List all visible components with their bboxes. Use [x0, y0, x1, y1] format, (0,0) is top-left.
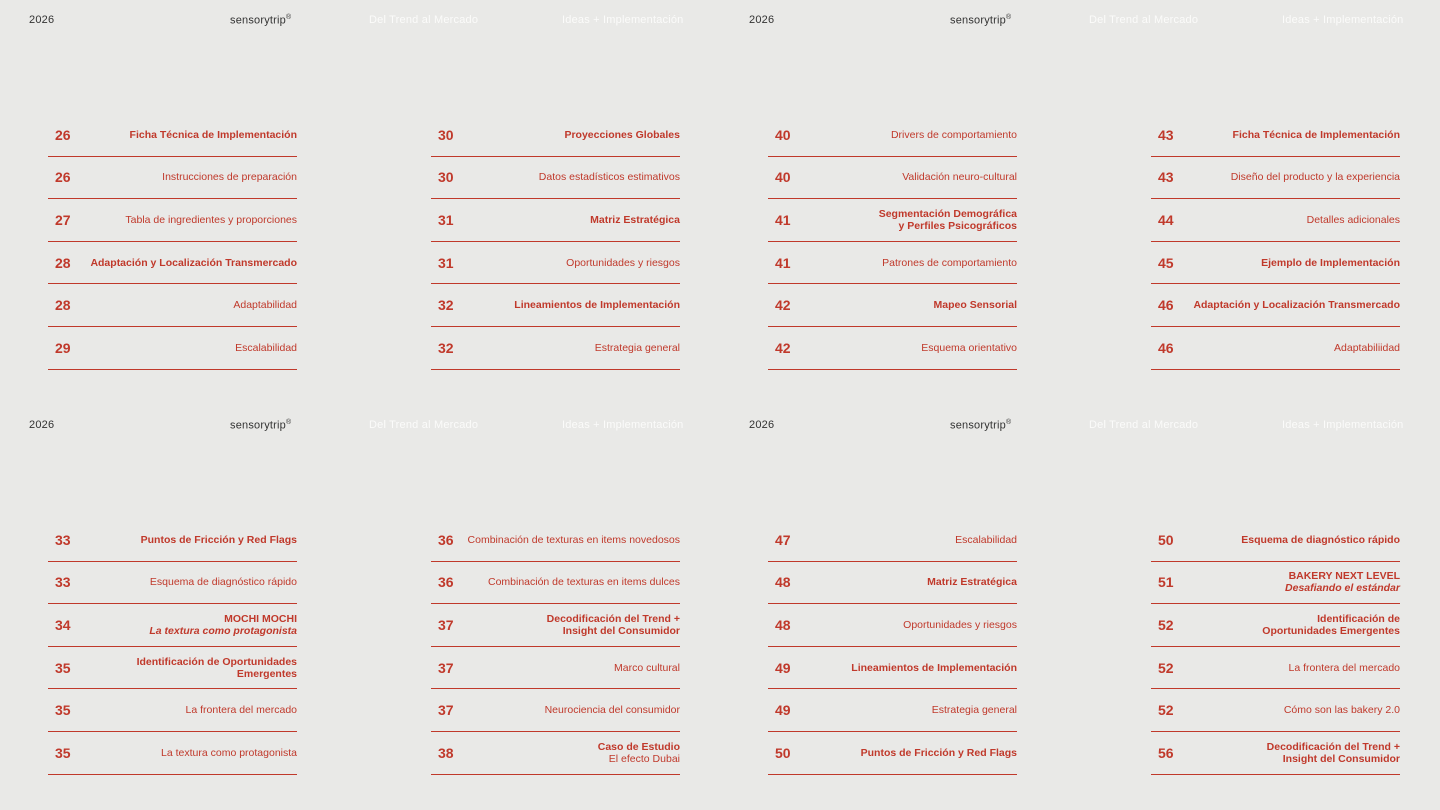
entry-subtitle: Insight del Consumidor [1282, 752, 1400, 765]
entry-title [235, 342, 297, 354]
toc-entry[interactable] [431, 519, 680, 562]
year-label [749, 14, 774, 26]
entry-title [514, 299, 680, 311]
entry-subtitle: y Perfiles Psicográficos [898, 219, 1017, 232]
page-number: 46 [1158, 339, 1174, 356]
entry-main-text: Estrategia general [594, 341, 680, 354]
entry-title [1307, 214, 1400, 226]
entry-main-text: Combinación de texturas en items dulces [487, 576, 680, 589]
tagline-trend [1089, 14, 1198, 26]
entry-title [90, 257, 297, 269]
entry-subtitle: El efecto Dubai [608, 752, 680, 765]
entry-title [539, 171, 680, 183]
toc-entry[interactable] [768, 689, 1017, 732]
toc-entry[interactable] [48, 604, 297, 647]
page-number: 50 [1158, 531, 1174, 548]
toc-entry[interactable] [48, 519, 297, 562]
entry-main-text: Adaptación y Localización Transmercado [90, 256, 297, 269]
toc-entry[interactable] [48, 689, 297, 732]
entry-main-text: Matriz Estratégica [927, 576, 1017, 589]
toc-entry[interactable] [1151, 689, 1400, 732]
page-number: 44 [1158, 211, 1174, 228]
entry-main-text: Identificación de [1317, 612, 1400, 625]
entry-main-text: Matriz Estratégica [590, 213, 680, 226]
entry-title [614, 662, 680, 674]
tagline-trend [369, 419, 478, 431]
page-number: 29 [55, 339, 71, 356]
registered-mark: ® [1006, 419, 1012, 426]
entry-title [879, 208, 1017, 232]
toc-entry[interactable] [431, 114, 680, 157]
toc-entry[interactable] [431, 157, 680, 200]
registered-mark: ® [286, 14, 292, 21]
toc-column [768, 519, 1017, 775]
tagline-ideas [562, 14, 684, 26]
tagline-ideas [562, 419, 684, 431]
toc-entry[interactable] [1151, 732, 1400, 775]
tagline-ideas-text: Ideas + Implementación [562, 419, 684, 431]
entry-title [150, 576, 297, 588]
toc-entry[interactable] [431, 647, 680, 690]
page-number: 52 [1158, 702, 1174, 719]
entry-main-text: Lineamientos de Implementación [514, 299, 680, 312]
page-number: 51 [1158, 574, 1174, 591]
entry-subtitle: Oportunidades Emergentes [1262, 624, 1400, 637]
tagline-trend-text: Del Trend al Mercado [369, 14, 479, 26]
page-number: 45 [1158, 254, 1174, 271]
entry-title [141, 534, 297, 546]
page-number: 36 [438, 574, 454, 591]
page-number: 48 [775, 574, 791, 591]
entry-main-text: Proyecciones Globales [564, 128, 680, 141]
entry-subtitle: La textura como protagonista [149, 624, 297, 637]
toc-entry[interactable] [1151, 562, 1400, 605]
toc-entry[interactable] [431, 689, 680, 732]
toc-entry[interactable] [48, 732, 297, 775]
entry-main-text: Oportunidades y riesgos [903, 618, 1017, 631]
toc-entry[interactable] [768, 284, 1017, 327]
tagline-ideas-text: Ideas + Implementación [562, 14, 684, 26]
toc-column [431, 519, 680, 775]
page-number: 42 [775, 297, 791, 314]
entry-main-text: Marco cultural [614, 661, 680, 674]
entry-main-text: Esquema orientativo [921, 341, 1017, 354]
toc-entry[interactable] [1151, 284, 1400, 327]
toc-column [1151, 519, 1400, 775]
entry-title [545, 704, 680, 716]
brand-logo [230, 14, 291, 27]
entry-title [468, 534, 680, 546]
entry-main-text: Ficha Técnica de Implementación [1232, 128, 1400, 141]
year-label [29, 14, 54, 26]
entry-main-text: Caso de Estudio [597, 740, 680, 753]
entry-main-text: Detalles adicionales [1306, 213, 1400, 226]
tagline-ideas [1282, 14, 1404, 26]
toc-entry[interactable] [1151, 647, 1400, 690]
entry-title [861, 747, 1017, 759]
toc-entry[interactable] [48, 157, 297, 200]
entry-main-text: La textura como protagonista [161, 746, 297, 759]
page-number: 50 [775, 744, 791, 761]
entry-title [903, 619, 1017, 631]
brand-logo-text: sensorytrip [230, 14, 286, 27]
entry-subtitle: Insight del Consumidor [562, 624, 680, 637]
entry-main-text: Patrones de comportamiento [882, 256, 1017, 269]
entry-title [891, 129, 1017, 141]
tagline-trend [369, 14, 478, 26]
page-number: 52 [1158, 616, 1174, 633]
year-label-text: 2026 [749, 419, 775, 431]
page-number: 48 [775, 616, 791, 633]
brand-logo [230, 419, 291, 432]
page-number: 37 [438, 702, 454, 719]
entry-title [1261, 257, 1400, 269]
toc-entry[interactable] [48, 647, 297, 690]
toc-entry[interactable] [1151, 242, 1400, 285]
page-number: 43 [1158, 126, 1174, 143]
entry-main-text: Identificación de Oportunidades Emergentes [136, 655, 297, 680]
registered-mark: ® [286, 419, 292, 426]
page-number: 34 [55, 616, 71, 633]
page-number: 46 [1158, 297, 1174, 314]
entry-main-text: Decodificación del Trend + [1266, 740, 1400, 753]
page-number: 41 [775, 254, 791, 271]
entry-main-text: MOCHI MOCHI [224, 612, 297, 625]
page-number: 32 [438, 297, 454, 314]
page-number: 26 [55, 169, 71, 186]
entry-main-text: Puntos de Fricción y Red Flags [860, 746, 1017, 759]
entry-title [1193, 299, 1400, 311]
toc-entry[interactable] [768, 562, 1017, 605]
page-number: 30 [438, 126, 454, 143]
toc-entry[interactable] [48, 327, 297, 370]
entry-title [1284, 704, 1400, 716]
page-number: 43 [1158, 169, 1174, 186]
toc-column [1151, 114, 1400, 370]
page-number: 49 [775, 702, 791, 719]
entry-title [1241, 534, 1400, 546]
entry-main-text: Neurociencia del consumidor [544, 704, 680, 717]
entry-main-text: Diseño del producto y la experiencia [1230, 171, 1400, 184]
entry-main-text: Cómo son las bakery 2.0 [1283, 704, 1400, 717]
entry-title [1231, 171, 1400, 183]
page-number: 31 [438, 211, 454, 228]
page-number: 35 [55, 659, 71, 676]
entry-title [1289, 662, 1400, 674]
entry-title [186, 704, 297, 716]
page-number: 31 [438, 254, 454, 271]
toc-column [768, 114, 1017, 370]
toc-entry[interactable] [768, 604, 1017, 647]
toc-page [720, 405, 1440, 810]
tagline-trend-text: Del Trend al Mercado [1089, 419, 1199, 431]
entry-main-text: Esquema de diagnóstico rápido [149, 576, 297, 589]
page-number: 32 [438, 339, 454, 356]
toc-column [48, 519, 297, 775]
entry-title [1285, 570, 1400, 594]
entry-main-text: La frontera del mercado [1288, 661, 1400, 674]
entry-title [595, 342, 680, 354]
toc-entry[interactable] [1151, 519, 1400, 562]
entry-title [851, 662, 1017, 674]
toc-page [720, 0, 1440, 405]
toc-entry[interactable] [48, 199, 297, 242]
page-number: 41 [775, 211, 791, 228]
page-number: 35 [55, 744, 71, 761]
entry-main-text: Esquema de diagnóstico rápido [1241, 533, 1400, 546]
entry-main-text: Validación neuro-cultural [902, 171, 1017, 184]
entry-main-text: Mapeo Sensorial [933, 299, 1017, 312]
toc-entry[interactable] [431, 562, 680, 605]
entry-title [1262, 613, 1400, 637]
brand-logo-text: sensorytrip [230, 419, 286, 432]
entry-main-text: Adaptabiliidad [1334, 341, 1400, 354]
tagline-ideas-text: Ideas + Implementación [1282, 14, 1404, 26]
entry-title [130, 129, 297, 141]
entry-title [1233, 129, 1400, 141]
toc-entry[interactable] [48, 242, 297, 285]
page-number: 40 [775, 126, 791, 143]
entry-main-text: Segmentación Demográfica [878, 207, 1017, 220]
page-number: 28 [55, 254, 71, 271]
page-number: 37 [438, 616, 454, 633]
entry-main-text: Puntos de Fricción y Red Flags [140, 533, 297, 546]
year-label-text: 2026 [29, 419, 55, 431]
toc-entry[interactable] [48, 114, 297, 157]
year-label-text: 2026 [29, 14, 55, 26]
toc-entry[interactable] [768, 114, 1017, 157]
brand-logo-text: sensorytrip [950, 14, 1006, 27]
toc-page [0, 405, 720, 810]
toc-entry[interactable] [768, 157, 1017, 200]
toc-column [48, 114, 297, 370]
toc-entry[interactable] [1151, 327, 1400, 370]
entry-title [82, 656, 297, 680]
toc-entry[interactable] [1151, 114, 1400, 157]
entry-subtitle: Desafiando el estándar [1285, 582, 1400, 595]
toc-entry[interactable] [431, 327, 680, 370]
tagline-ideas-text: Ideas + Implementación [1282, 419, 1404, 431]
toc-entry[interactable] [1151, 604, 1400, 647]
entry-main-text: La frontera del mercado [185, 704, 297, 717]
tagline-trend-text: Del Trend al Mercado [1089, 14, 1199, 26]
entry-title [921, 342, 1017, 354]
page-number: 42 [775, 339, 791, 356]
toc-entry[interactable] [768, 647, 1017, 690]
entry-main-text: Escalabilidad [235, 341, 297, 354]
page-number: 52 [1158, 659, 1174, 676]
entry-title [882, 257, 1017, 269]
page-number: 56 [1158, 744, 1174, 761]
toc-entry[interactable] [768, 732, 1017, 775]
entry-main-text: Datos estadísticos estimativos [538, 171, 680, 184]
year-label [749, 419, 774, 431]
brand-logo [950, 419, 1011, 432]
entry-title [590, 214, 680, 226]
page-number: 37 [438, 659, 454, 676]
entry-main-text: Adaptación y Localización Transmercado [1193, 299, 1400, 312]
brand-logo [950, 14, 1011, 27]
entry-main-text: Adaptabilidad [233, 299, 297, 312]
entry-main-text: Oportunidades y riesgos [566, 256, 680, 269]
toc-entry[interactable] [48, 562, 297, 605]
toc-entry[interactable] [431, 199, 680, 242]
entry-title [927, 576, 1017, 588]
page-number: 38 [438, 744, 454, 761]
entry-title [1267, 741, 1400, 765]
page-number: 26 [55, 126, 71, 143]
page-number: 36 [438, 531, 454, 548]
tagline-trend [1089, 419, 1198, 431]
entry-main-text: Lineamientos de Implementación [851, 661, 1017, 674]
page-number: 40 [775, 169, 791, 186]
toc-entry[interactable] [431, 732, 680, 775]
toc-column [431, 114, 680, 370]
entry-title [564, 129, 680, 141]
brand-logo-text: sensorytrip [950, 419, 1006, 432]
entry-main-text: Drivers de comportamiento [890, 128, 1017, 141]
entry-title [955, 534, 1017, 546]
toc-entry[interactable] [768, 327, 1017, 370]
toc-entry[interactable] [1151, 199, 1400, 242]
year-label-text: 2026 [749, 14, 775, 26]
toc-entry[interactable] [431, 242, 680, 285]
entry-title [149, 613, 297, 637]
toc-entry[interactable] [48, 284, 297, 327]
entry-main-text: Combinación de texturas en items novedosos [467, 533, 680, 546]
page-number: 30 [438, 169, 454, 186]
entry-title [566, 257, 680, 269]
entry-main-text: Decodificación del Trend + [546, 612, 680, 625]
entry-title [902, 171, 1017, 183]
tagline-trend-text: Del Trend al Mercado [369, 419, 479, 431]
entry-title [233, 299, 297, 311]
entry-main-text: Ejemplo de Implementación [1261, 256, 1400, 269]
entry-main-text: Escalabilidad [955, 533, 1017, 546]
entry-title [934, 299, 1017, 311]
entry-title [161, 747, 297, 759]
entry-main-text: Tabla de ingredientes y proporciones [125, 213, 297, 226]
toc-entry[interactable] [1151, 157, 1400, 200]
entry-title [547, 613, 680, 637]
toc-entry[interactable] [768, 242, 1017, 285]
entry-main-text: Ficha Técnica de Implementación [129, 128, 297, 141]
entry-title [598, 741, 680, 765]
entry-main-text: Instrucciones de preparación [162, 171, 297, 184]
entry-title [125, 214, 297, 226]
page-number: 35 [55, 702, 71, 719]
tagline-ideas [1282, 419, 1404, 431]
registered-mark: ® [1006, 14, 1012, 21]
entry-main-text: Estrategia general [931, 704, 1017, 717]
entry-title [162, 171, 297, 183]
page-number: 47 [775, 531, 791, 548]
entry-title [932, 704, 1017, 716]
toc-entry[interactable] [768, 199, 1017, 242]
year-label [29, 419, 54, 431]
toc-entry[interactable] [768, 519, 1017, 562]
page-number: 33 [55, 574, 71, 591]
entry-title [488, 576, 680, 588]
toc-entry[interactable] [431, 284, 680, 327]
page-number: 33 [55, 531, 71, 548]
toc-entry[interactable] [431, 604, 680, 647]
page-number: 27 [55, 211, 71, 228]
page-number: 49 [775, 659, 791, 676]
entry-main-text: BAKERY NEXT LEVEL [1288, 570, 1400, 583]
entry-title [1334, 342, 1400, 354]
toc-page [0, 0, 720, 405]
page-number: 28 [55, 297, 71, 314]
